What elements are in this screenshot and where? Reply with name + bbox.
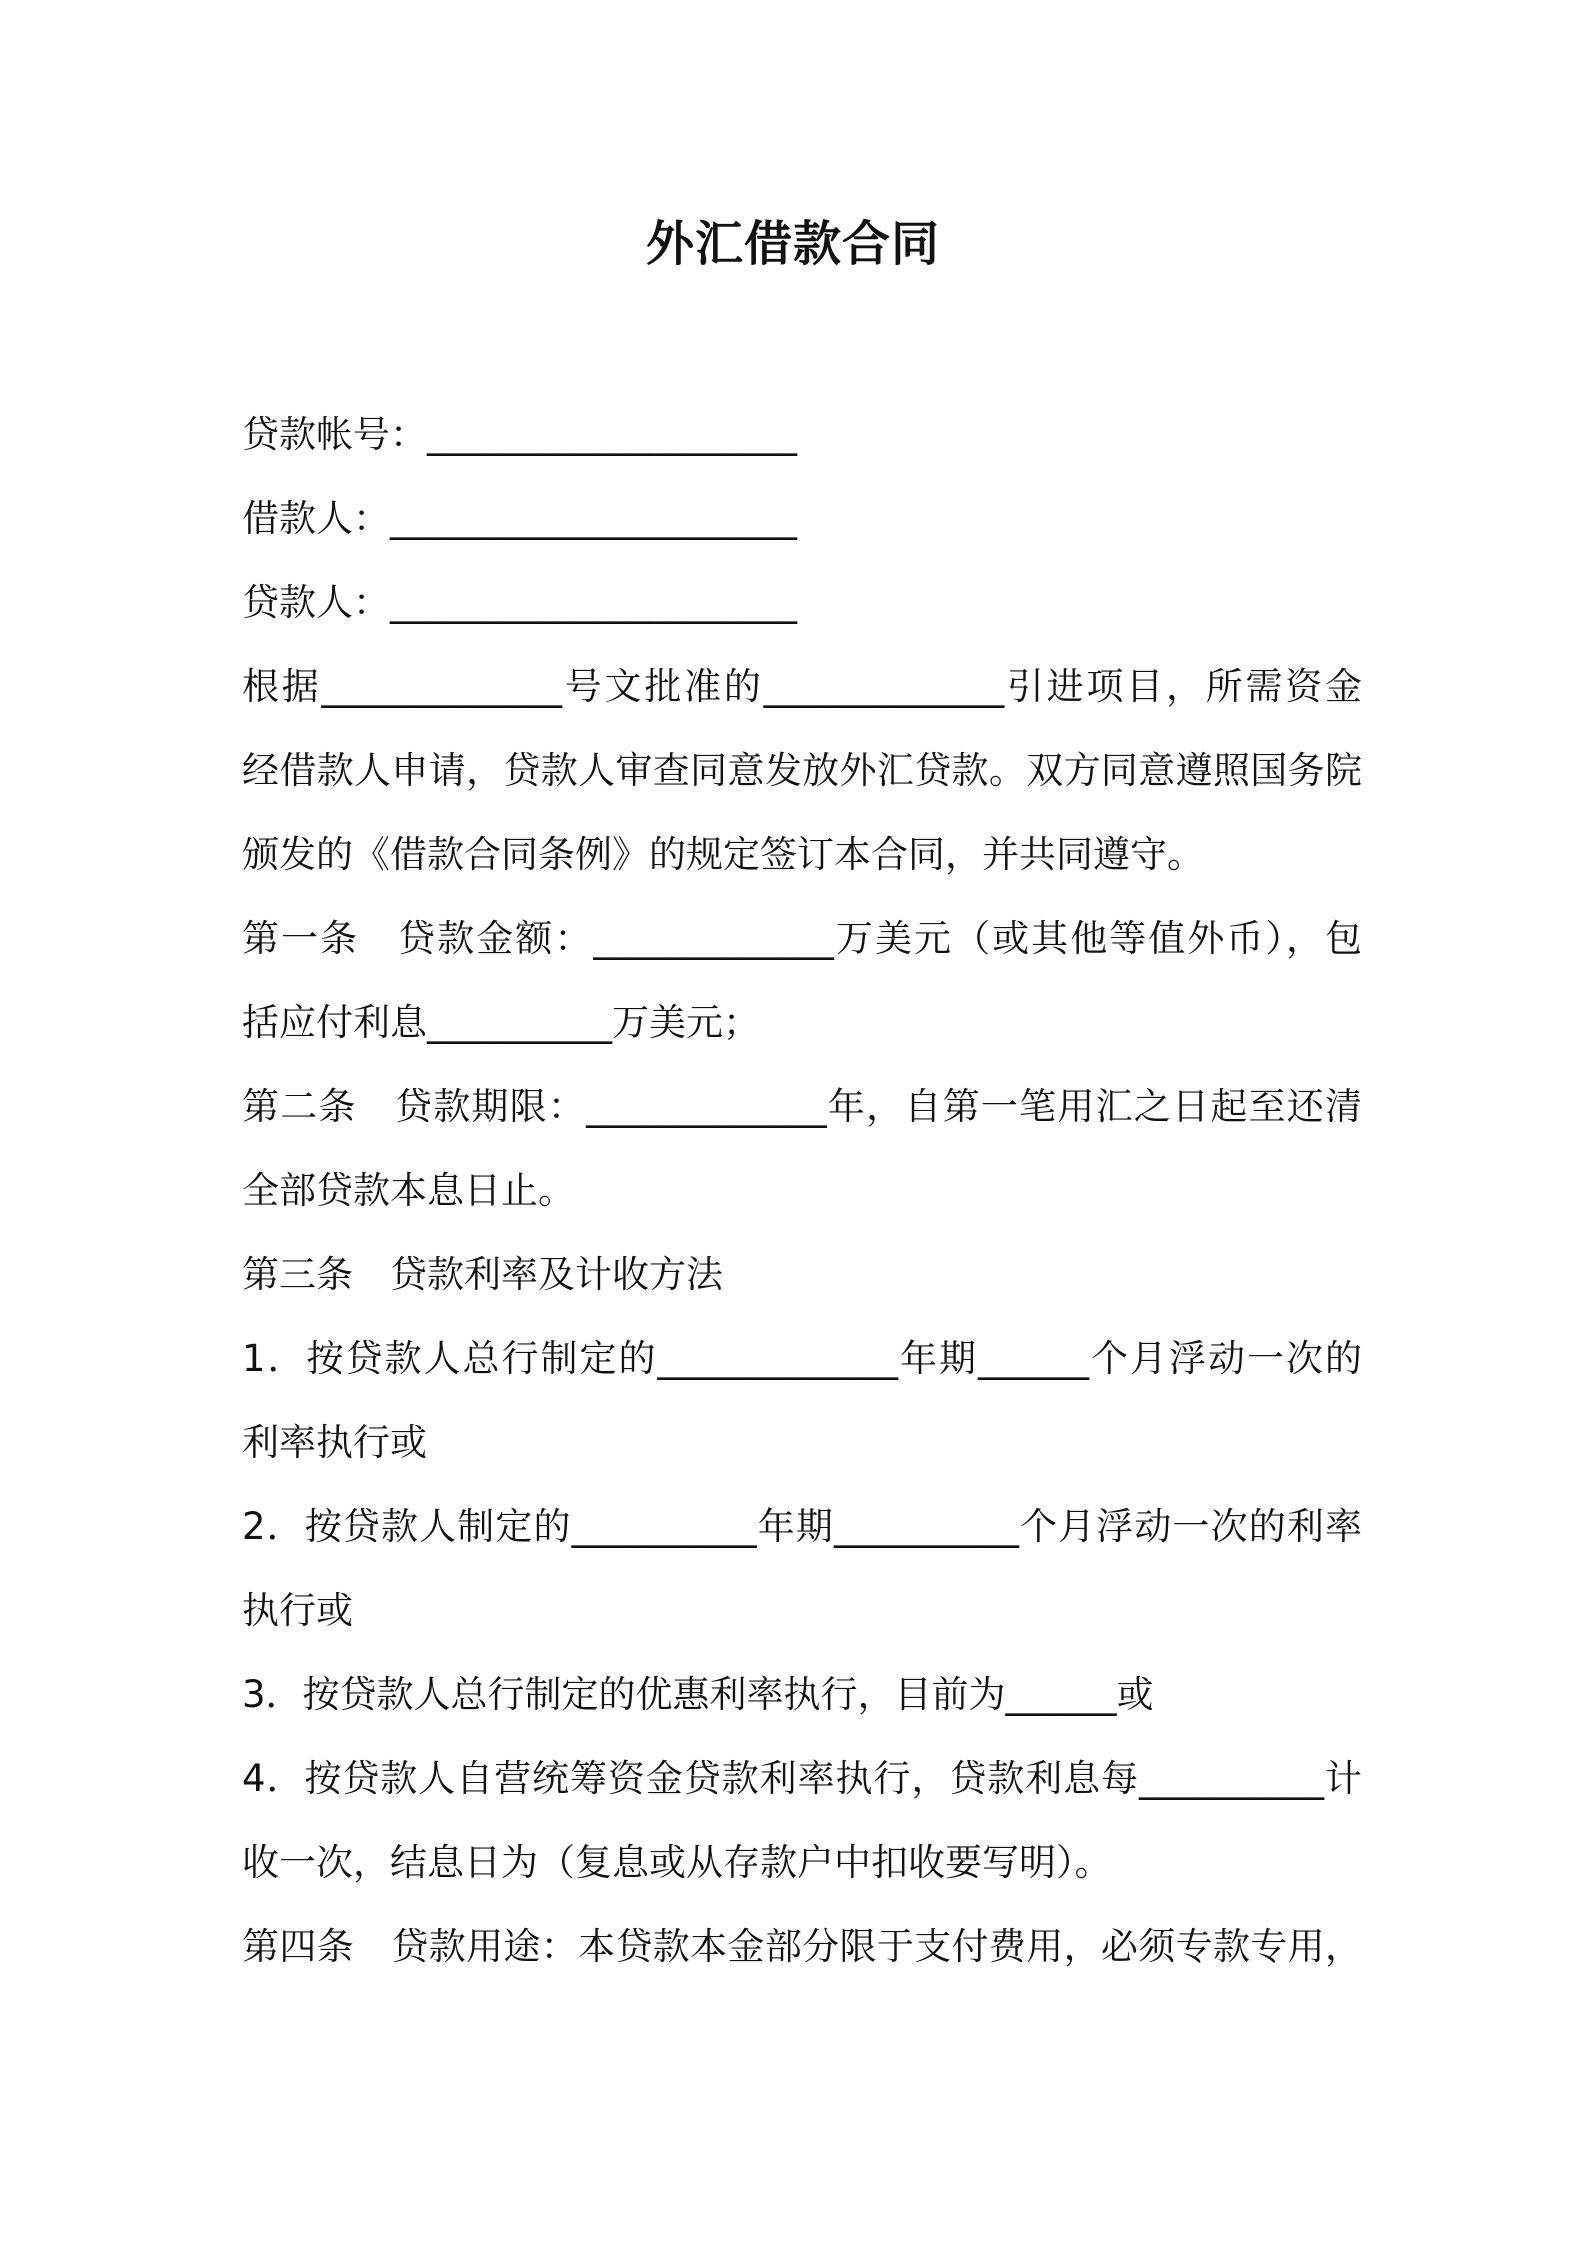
article-2-line: 第二条 贷款期限：_____________年，自第一笔用汇之日起至还清 bbox=[242, 1085, 1362, 1128]
field-lender: 贷款人：______________________ bbox=[242, 581, 797, 624]
clause-4-line: 4．按贷款人自营统筹资金贷款利率执行，贷款利息每__________计 bbox=[242, 1757, 1362, 1800]
clause-2-line: 执行或 bbox=[242, 1589, 353, 1632]
preamble-line: 经借款人申请，贷款人审查同意发放外汇贷款。双方同意遵照国务院 bbox=[242, 749, 1362, 792]
clause-1-line: 1．按贷款人总行制定的_____________年期______个月浮动一次的 bbox=[242, 1337, 1362, 1380]
document-title: 外汇借款合同 bbox=[645, 216, 940, 272]
field-loan-account: 贷款帐号：____________________ bbox=[242, 413, 797, 456]
article-2-line: 全部贷款本息日止。 bbox=[242, 1169, 575, 1212]
article-1-line: 括应付利息__________万美元； bbox=[242, 1001, 760, 1044]
field-borrower: 借款人：______________________ bbox=[242, 497, 797, 540]
clause-2-line: 2．按贷款人制定的__________年期__________个月浮动一次的利率 bbox=[242, 1505, 1362, 1548]
article-1-line: 第一条 贷款金额：_____________万美元（或其他等值外币），包 bbox=[242, 917, 1362, 960]
preamble-line: 根据_____________号文批准的_____________引进项目，所需资金 bbox=[242, 665, 1362, 708]
preamble-line: 颁发的《借款合同条例》的规定签订本合同，并共同遵守。 bbox=[242, 833, 1204, 876]
article-4-line: 第四条 贷款用途：本贷款本金部分限于支付费用，必须专款专用， bbox=[242, 1925, 1362, 1968]
clause-3-line: 3．按贷款人总行制定的优惠利率执行，目前为______或 bbox=[242, 1673, 1154, 1716]
article-3-heading: 第三条 贷款利率及计收方法 bbox=[242, 1253, 723, 1296]
clause-1-line: 利率执行或 bbox=[242, 1421, 427, 1464]
clause-4-line: 收一次，结息日为（复息或从存款户中扣收要写明）。 bbox=[242, 1841, 1112, 1884]
